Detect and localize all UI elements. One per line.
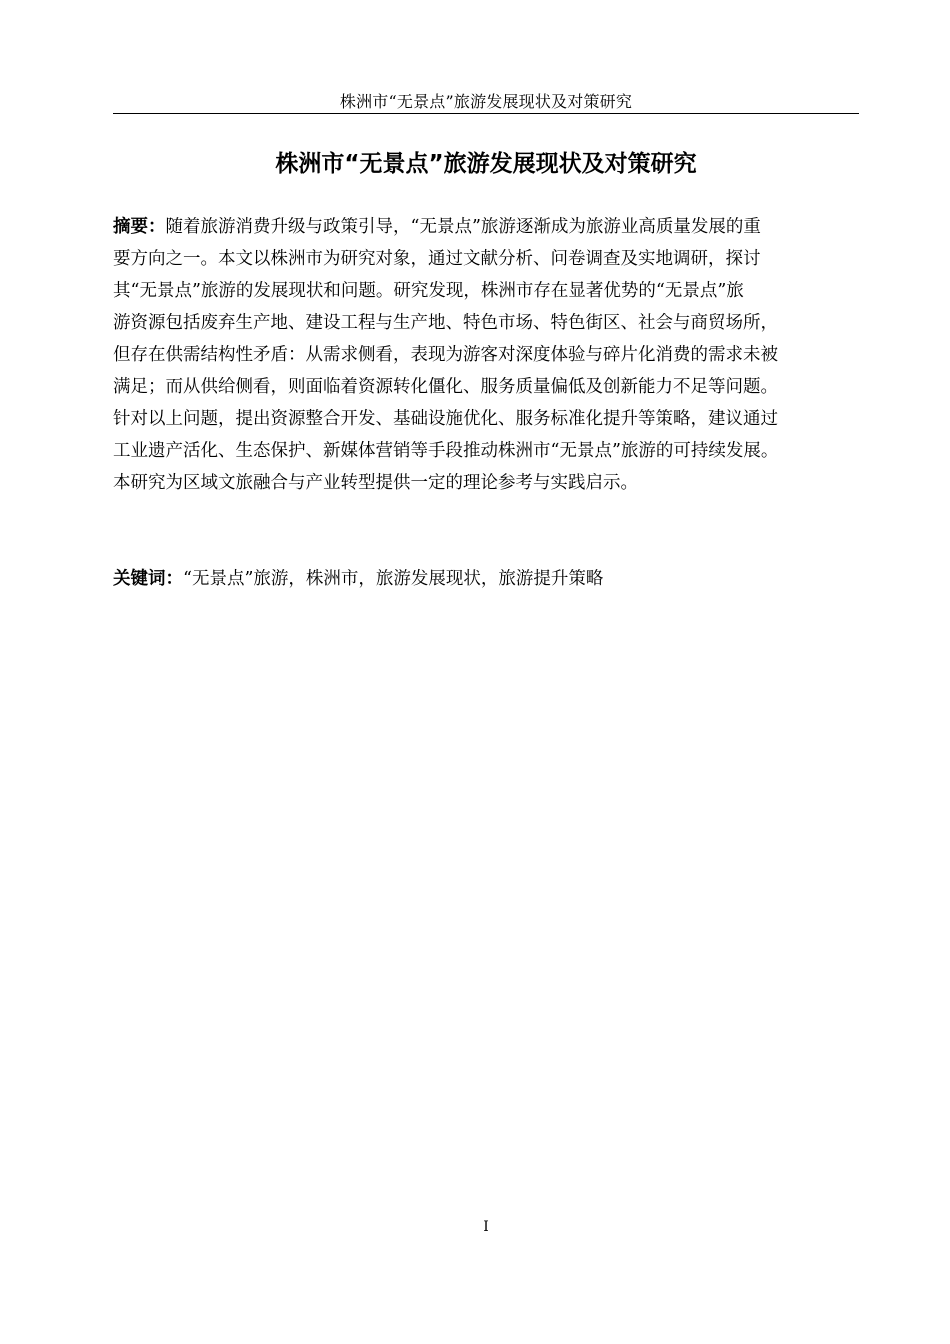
abstract-line-1 xyxy=(113,211,859,243)
page-number: I xyxy=(483,1219,489,1235)
abstract-section xyxy=(113,211,859,499)
header-divider xyxy=(113,113,859,114)
abstract-line-5: 但存在供需结构性矛盾：从需求侧看，表现为游客对深度体验与碎片化消费的需求未被 xyxy=(113,345,778,365)
abstract-line-7: 针对以上问题，提出资源整合开发、基础设施优化、服务标准化提升等策略，建议通过 xyxy=(113,409,778,429)
abstract-line-4: 游资源包括废弃生产地、建设工程与生产地、特色市场、特色街区、社会与商贸场所， xyxy=(113,313,778,333)
abstract-text: 随着旅游消费升级与政策引导，“无景点”旅游逐渐成为旅游业高质量发展的重 xyxy=(165,217,761,237)
running-header: 株洲市“无景点”旅游发展现状及对策研究 xyxy=(339,92,633,111)
abstract-line-6: 满足；而从供给侧看，则面临着资源转化僵化、服务质量偏低及创新能力不足等问题。 xyxy=(113,377,778,397)
keywords-section xyxy=(113,563,859,595)
document-title: 株洲市“无景点”旅游发展现状及对策研究 xyxy=(275,151,697,177)
keywords-text: “无景点”旅游，株洲市，旅游发展现状，旅游提升策略 xyxy=(183,569,604,589)
abstract-line-3: 其“无景点”旅游的发展现状和问题。研究发现，株洲市存在显著优势的“无景点”旅 xyxy=(113,281,744,301)
abstract-line-2: 要方向之一。本文以株洲市为研究对象，通过文献分析、问卷调查及实地调研，探讨 xyxy=(113,249,761,269)
abstract-label: 摘要： xyxy=(113,217,166,237)
keywords-label: 关键词： xyxy=(113,569,183,589)
abstract-line-8: 工业遗产活化、生态保护、新媒体营销等手段推动株洲市“无景点”旅游的可持续发展。 xyxy=(113,441,779,461)
abstract-line-9: 本研究为区域文旅融合与产业转型提供一定的理论参考与实践启示。 xyxy=(113,473,638,493)
